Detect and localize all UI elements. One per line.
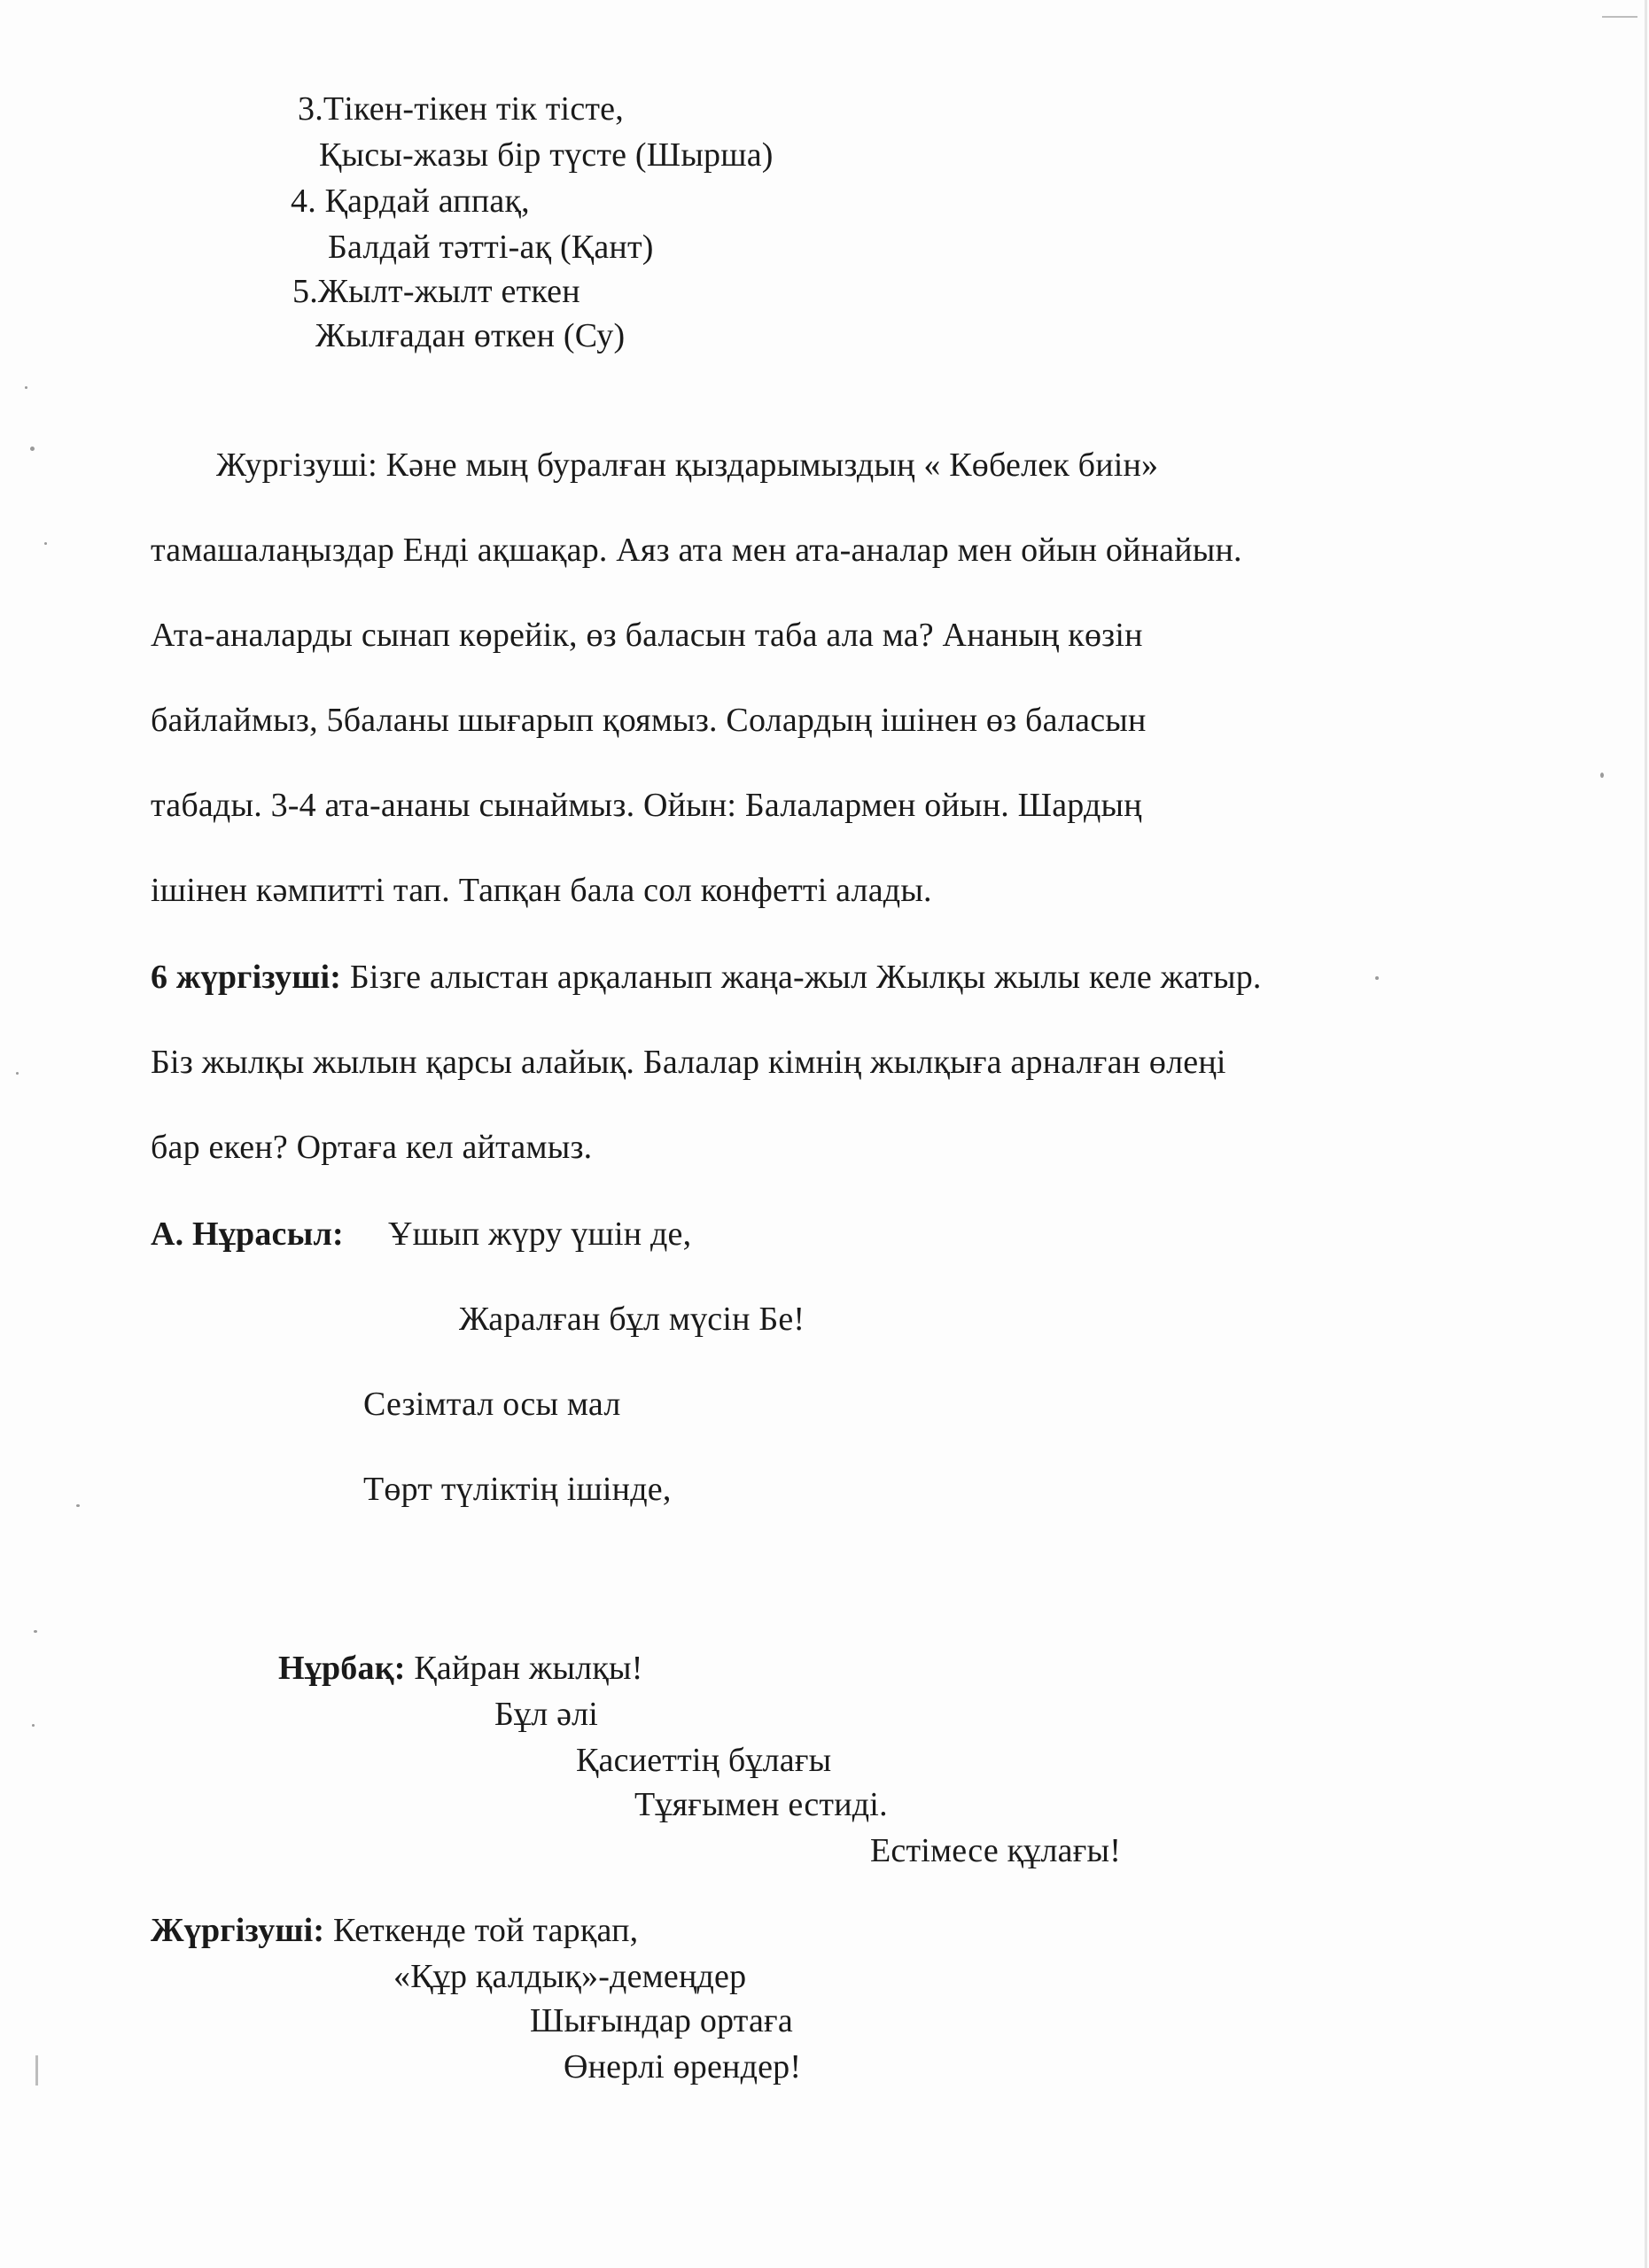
poem-2-line-4: Тұяғымен естиді. (634, 1786, 888, 1823)
poem-3-line-1 (151, 1910, 638, 1951)
paragraph-1-line-6: ішінен кәмпитті тап. Тапқан бала сол конфетті алады. (151, 872, 932, 909)
poem-2-line-2: Бұл әлі (494, 1696, 599, 1733)
poem-2-line-1 (278, 1648, 643, 1689)
poem-2-line-3: Қасиеттің бұлағы (576, 1742, 832, 1779)
paragraph-1-line-1: Жургізуші: Кәне мың буралған қыздарымыздың « Көбелек биін» (216, 447, 1159, 484)
scan-speck (25, 386, 27, 389)
scan-edge-mark (35, 2055, 38, 2085)
scan-speck (44, 542, 47, 545)
riddle-4-line-2: Балдай тәтті-ақ (Қант) (328, 229, 654, 266)
riddle-5-line-1: 5.Жылт-жылт еткен (292, 273, 580, 310)
poem-1-speaker: А. Нұрасыл: (151, 1216, 344, 1253)
scan-speck (1375, 976, 1379, 980)
poem-1-line-3: Сезімтал осы мал (363, 1386, 621, 1423)
paragraph-2-line-1 (151, 957, 1262, 998)
poem-1-line-4: Төрт түліктің ішінде, (363, 1471, 672, 1508)
riddle-5-line-2: Жылғадан өткен (Су) (315, 317, 626, 354)
poem-1-line-2: Жаралған бұл мүсін Бе! (459, 1301, 805, 1338)
scan-speck (34, 1630, 37, 1633)
poem-2-line-1-text: Қайран жылқы! (405, 1650, 643, 1687)
poem-1-line-1: Ұшып жүру үшін де, (388, 1216, 692, 1253)
scan-speck (1600, 773, 1604, 778)
paragraph-1-line-3: Ата-аналарды сынап көрейік, өз баласын таба ала ма? Ананың көзін (151, 617, 1143, 654)
paragraph-2-line-3: бар екен? Ортаға кел айтамыз. (151, 1129, 593, 1166)
scan-speck (30, 447, 35, 451)
riddle-4-line-1: 4. Қардай аппақ, (291, 183, 530, 220)
poem-2-speaker: Нұрбақ: (278, 1650, 406, 1687)
speaker-label: 6 жүргізуші: (151, 959, 342, 996)
scan-edge-mark (1645, 0, 1647, 2268)
poem-3-line-1-text: Кеткенде той тарқап, (324, 1912, 639, 1949)
poem-3-line-2: «Құр қалдық»-демеңдер (393, 1958, 747, 1995)
riddle-3-line-2: Қысы-жазы бір түсте (Шырша) (319, 136, 774, 174)
scan-speck (16, 1072, 19, 1075)
paragraph-1-line-5: табады. 3-4 ата-ананы сынаймыз. Ойын: Балалармен ойын. Шардың (151, 787, 1142, 824)
poem-3-line-4: Өнерлі өрендер! (564, 2048, 802, 2085)
poem-2-line-5: Естімесе құлағы! (870, 1832, 1122, 1869)
poem-3-speaker: Жүргізуші: (151, 1912, 325, 1949)
paragraph-1-line-4: байлаймыз, 5баланы шығарып қоямыз. Солардың ішінен өз баласын (151, 702, 1147, 739)
riddle-3-line-1: 3.Тікен-тікен тік тісте, (298, 90, 624, 128)
scan-speck (32, 1724, 35, 1727)
scan-speck (76, 1504, 80, 1507)
scan-edge-mark (1602, 16, 1637, 18)
paragraph-1-line-2: тамашалаңыздар Енді ақшақар. Аяз ата мен ата-аналар мен ойын ойнайын. (151, 532, 1242, 569)
paragraph-2-line-2: Біз жылқы жылын қарсы алайық. Балалар кімнің жылқыға арналған өлеңі (151, 1044, 1226, 1081)
paragraph-2-line-1-text: Бізге алыстан арқаланып жаңа-жыл Жылқы жылы келе жатыр. (341, 959, 1262, 996)
poem-3-line-3: Шығындар ортаға (530, 2002, 793, 2039)
